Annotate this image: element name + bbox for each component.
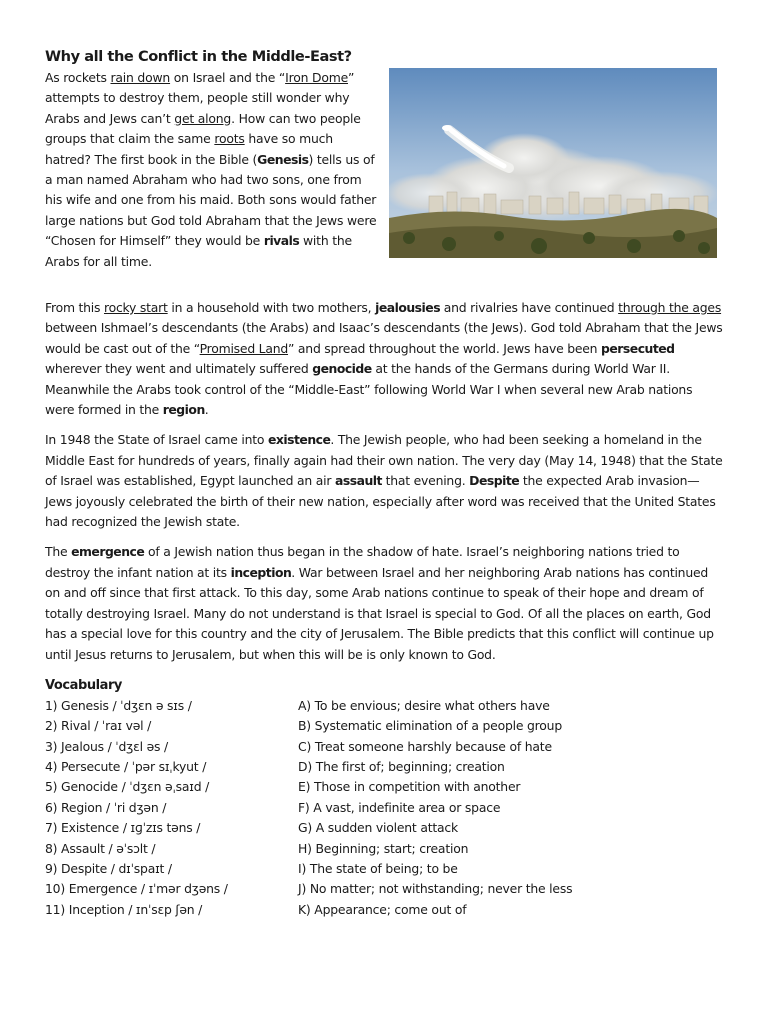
text-run: that evening.	[381, 473, 470, 489]
article-paragraph	[45, 298, 723, 420]
vocabulary-term: 5) Genocide / ˈdʒɛn əˌsaɪd /	[45, 779, 210, 795]
underlined-phrase: roots	[214, 131, 245, 147]
vocabulary-word: rivals	[263, 233, 300, 249]
underlined-phrase: through the ages	[618, 300, 722, 315]
text-run: ) tells us of a man named Abraham who had two sons, one from his wife and one from his maid. Both sons would father large nations but God told Abraham that the Jews were “Chosen for Himself” they would be	[45, 151, 377, 249]
vocabulary-definitions	[298, 696, 718, 920]
vocabulary-heading: Vocabulary	[45, 677, 122, 693]
vocabulary-definition: A) To be envious; desire what others have	[298, 697, 550, 713]
vocabulary-term: 9) Despite / dɪˈspaɪt /	[45, 861, 172, 877]
vocabulary-word: Despite	[469, 473, 520, 489]
vocabulary-term: 1) Genesis / ˈdʒɛn ə sɪs /	[45, 697, 192, 713]
vocabulary-definition: C) Treat someone harshly because of hate	[298, 738, 552, 754]
vocabulary-definition: J) No matter; not withstanding; never the less	[298, 881, 573, 897]
text-run: ” attempts to destroy them, people still wonder why Arabs and Jews can’t	[45, 70, 355, 126]
vocabulary-word: persecuted	[601, 340, 675, 356]
text-run: at the hands of the Germans during World War II. Meanwhile the Arabs took control of the “Middle-East” following World War I when several new Arab nations were formed in the	[45, 361, 693, 418]
vocabulary-word: inception	[230, 564, 292, 580]
text-run: of a Jewish nation thus began in the shadow of hate. Israel’s neighboring nations tried to destroy the infant nation at its	[45, 544, 680, 580]
text-run: The	[45, 544, 72, 560]
missile-launch-photo	[389, 68, 717, 258]
text-run: on Israel and the “	[170, 70, 286, 85]
underlined-phrase: Iron Dome	[285, 70, 348, 85]
text-run: From this	[45, 300, 104, 315]
vocabulary-definition: K) Appearance; come out of	[298, 901, 467, 917]
text-run: between Ishmael’s descendants (the Arabs) and Isaac’s descendants (the Jews). God told Abraham that the Jews would be cast out of the “	[45, 320, 723, 356]
underlined-phrase: get along	[174, 110, 232, 126]
text-run: In 1948 the State of Israel came into	[45, 432, 268, 448]
text-run: . How can two people groups that claim the same	[45, 110, 361, 147]
text-run: .	[204, 402, 209, 418]
vocabulary-definition: F) A vast, indefinite area or space	[298, 799, 501, 815]
vocabulary-definition: I) The state of being; to be	[298, 861, 458, 877]
intro-paragraph	[45, 68, 377, 272]
vocabulary-definition: B) Systematic elimination of a people group	[298, 718, 562, 734]
vocabulary-word: existence	[267, 432, 331, 448]
vocabulary-word: region	[162, 402, 205, 418]
underlined-phrase: Promised Land	[199, 340, 289, 356]
worksheet-page	[45, 46, 723, 920]
text-run: . The Jewish people, who had been seeking a homeland in the Middle East for hundreds of years, finally again had their own nation. The very day (May 14, 1948) that the State of Israel was established, Egypt launched an air	[45, 432, 723, 489]
vocabulary-terms	[45, 696, 298, 920]
text-run: and rivalries have continued	[440, 300, 619, 315]
vocabulary-term: 11) Inception / ɪnˈsɛp ʃən /	[45, 901, 203, 917]
vocabulary-term: 8) Assault / əˈsɔlt /	[45, 840, 156, 856]
missile-photo-icon	[389, 68, 717, 258]
article-paragraph	[45, 542, 723, 664]
vocabulary-word: genocide	[312, 361, 372, 377]
vocabulary-term: 3) Jealous / ˈdʒɛl əs /	[45, 738, 169, 754]
vocabulary-definition: G) A sudden violent attack	[298, 820, 459, 836]
vocabulary-word: emergence	[71, 544, 145, 560]
text-run: ” and spread throughout the world. Jews have been	[288, 340, 602, 356]
page-title: Why all the Conflict in the Middle-East?	[45, 48, 352, 65]
vocabulary-word: jealousies	[375, 300, 441, 315]
vocabulary-definition: E) Those in competition with another	[298, 779, 521, 795]
text-run: wherever they went and ultimately suffered	[45, 361, 313, 377]
vocabulary-definition: D) The first of; beginning; creation	[298, 759, 505, 775]
text-run: in a household with two mothers,	[167, 300, 376, 315]
vocabulary-word: Genesis	[257, 151, 309, 167]
vocabulary-definition: H) Beginning; start; creation	[298, 840, 469, 856]
vocabulary-term: 2) Rival / ˈraɪ vəl /	[45, 718, 152, 734]
vocabulary-list	[45, 696, 723, 920]
text-run: . War between Israel and her neighboring Arab nations has continued on and off since that first attack. To this day, some Arab nations continue to speak of their hope and dream of totally destroying Israel. Many do not understand is that Israel is special to God. Of all the places on earth, God has a special love for this country and the city of Jerusalem. The Bible predicts that this conflict will continue up until Jesus returns to Jerusalem, but when this will be is only known to God.	[45, 564, 714, 662]
text-run: have so much hatred? The first book in the Bible (	[45, 131, 333, 167]
intro-section	[45, 68, 723, 298]
text-run: the expected Arab invasion—Jews joyously celebrated the birth of their new nation, especially after word was received that the United States had recognized the Jewish state.	[45, 473, 716, 530]
text-run: with the Arabs for all time.	[45, 233, 352, 269]
vocabulary-term: 10) Emergence / ɪˈmər dʒəns /	[45, 881, 228, 897]
vocabulary-term: 7) Existence / ɪɡˈzɪs təns /	[45, 820, 201, 836]
vocabulary-term: 4) Persecute / ˈpər sɪˌkyut /	[45, 759, 207, 775]
underlined-phrase: rain down	[110, 70, 171, 85]
vocabulary-term: 6) Region / ˈri dʒən /	[45, 799, 167, 815]
vocabulary-word: assault	[334, 473, 382, 489]
underlined-phrase: rocky start	[103, 300, 168, 315]
article-body	[45, 298, 723, 665]
article-paragraph	[45, 430, 723, 532]
text-run: As rockets	[45, 70, 111, 85]
